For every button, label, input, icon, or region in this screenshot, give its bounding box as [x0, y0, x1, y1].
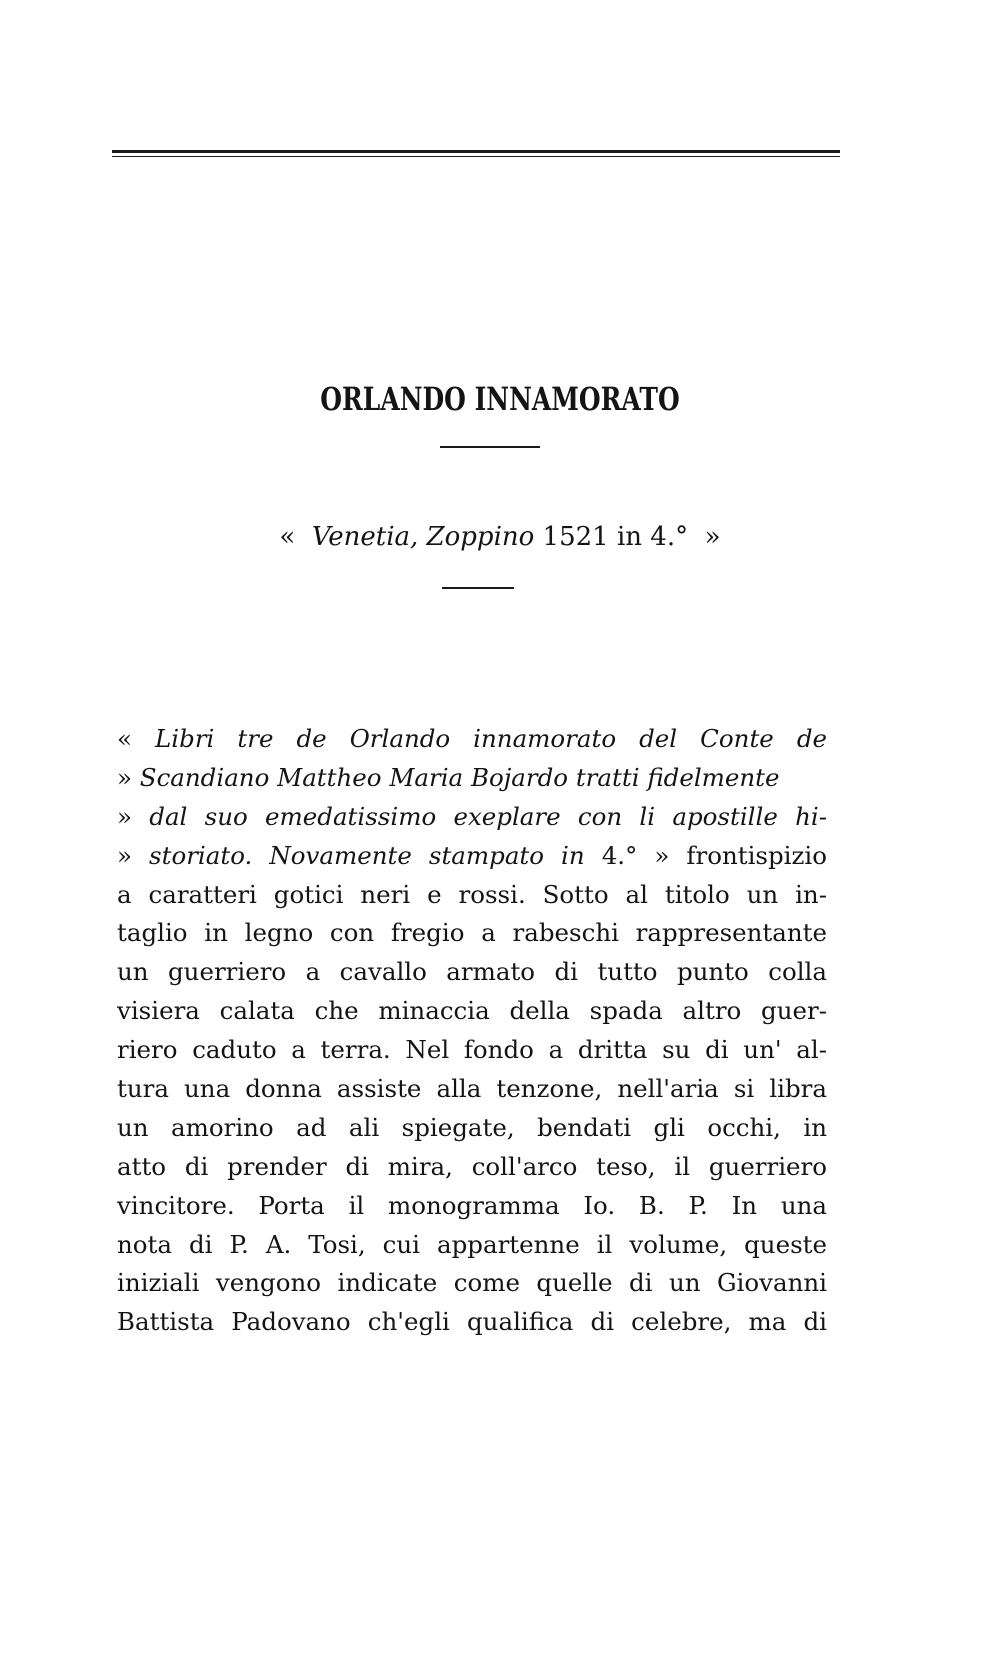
imprint-divider	[442, 587, 514, 589]
header-rule-thick	[112, 150, 840, 153]
page-title: ORLANDO INNAMORATO	[320, 380, 680, 418]
roman-segment: vincitore. Porta il monogramma Io. B. P. In una	[117, 1190, 827, 1220]
imprint-close-quote: »	[704, 522, 721, 552]
roman-segment: «	[117, 724, 156, 753]
text-line	[117, 1148, 827, 1187]
imprint-place-publisher: Venetia, Zoppino	[311, 522, 535, 552]
roman-segment: atto di prender di mira, coll'arco teso, il guerriero	[117, 1151, 827, 1181]
roman-segment: »	[117, 762, 140, 792]
roman-segment: Battista Padovano ch'egli qualifica di celebre, ma di	[117, 1307, 827, 1337]
text-line	[117, 953, 827, 992]
header-rule-thin	[112, 156, 840, 157]
text-line	[117, 1070, 827, 1109]
italic-segment: Libri tre de Orlando innamorato del Conte de	[155, 724, 827, 753]
roman-segment: un guerriero a cavallo armato di tutto punto colla	[117, 957, 827, 987]
roman-segment: »	[117, 801, 150, 831]
roman-segment: visiera calata che minaccia della spada altro guer-	[117, 996, 827, 1026]
header-double-rule	[112, 150, 840, 159]
roman-segment: riero caduto a terra. Nel fondo a dritta su di un' al-	[117, 1035, 827, 1065]
text-line	[117, 759, 827, 798]
italic-segment: storiato. Novamente stampato in	[149, 840, 602, 870]
text-line	[117, 798, 827, 837]
italic-segment: dal suo emedatissimo exeplare con li apostille hi-	[149, 801, 827, 831]
roman-segment: nota di P. A. Tosi, cui appartenne il volume, queste	[117, 1229, 827, 1259]
text-line	[117, 876, 827, 915]
text-line	[117, 1303, 827, 1342]
text-line	[117, 1109, 827, 1148]
text-line	[117, 720, 827, 759]
text-line	[117, 837, 827, 876]
text-line	[117, 1226, 827, 1265]
body-paragraph	[117, 720, 827, 1342]
text-line	[117, 914, 827, 953]
text-line	[117, 1264, 827, 1303]
roman-segment: tura una donna assiste alla tenzone, nell'aria si libra	[117, 1074, 827, 1104]
text-line	[117, 992, 827, 1031]
roman-segment: 4.° » frontispizio	[601, 840, 827, 870]
roman-segment: un amorino ad ali spiegate, bendati gli occhi, in	[117, 1112, 827, 1142]
roman-segment: »	[117, 840, 150, 870]
italic-segment: Scandiano Mattheo Maria Bojardo tratti fidelmente	[139, 762, 780, 792]
text-line	[117, 1187, 827, 1226]
roman-segment: a caratteri gotici neri e rossi. Sotto al titolo un in-	[117, 879, 827, 909]
text-line	[117, 1031, 827, 1070]
title-divider	[440, 446, 540, 448]
roman-segment: taglio in legno con fregio a rabeschi rappresentante	[117, 918, 827, 948]
imprint-year-format: 1521 in 4.°	[542, 522, 689, 552]
roman-segment: iniziali vengono indicate come quelle di un Giovanni	[117, 1268, 827, 1298]
imprint-open-quote: «	[279, 522, 296, 552]
imprint-line	[0, 522, 1000, 552]
